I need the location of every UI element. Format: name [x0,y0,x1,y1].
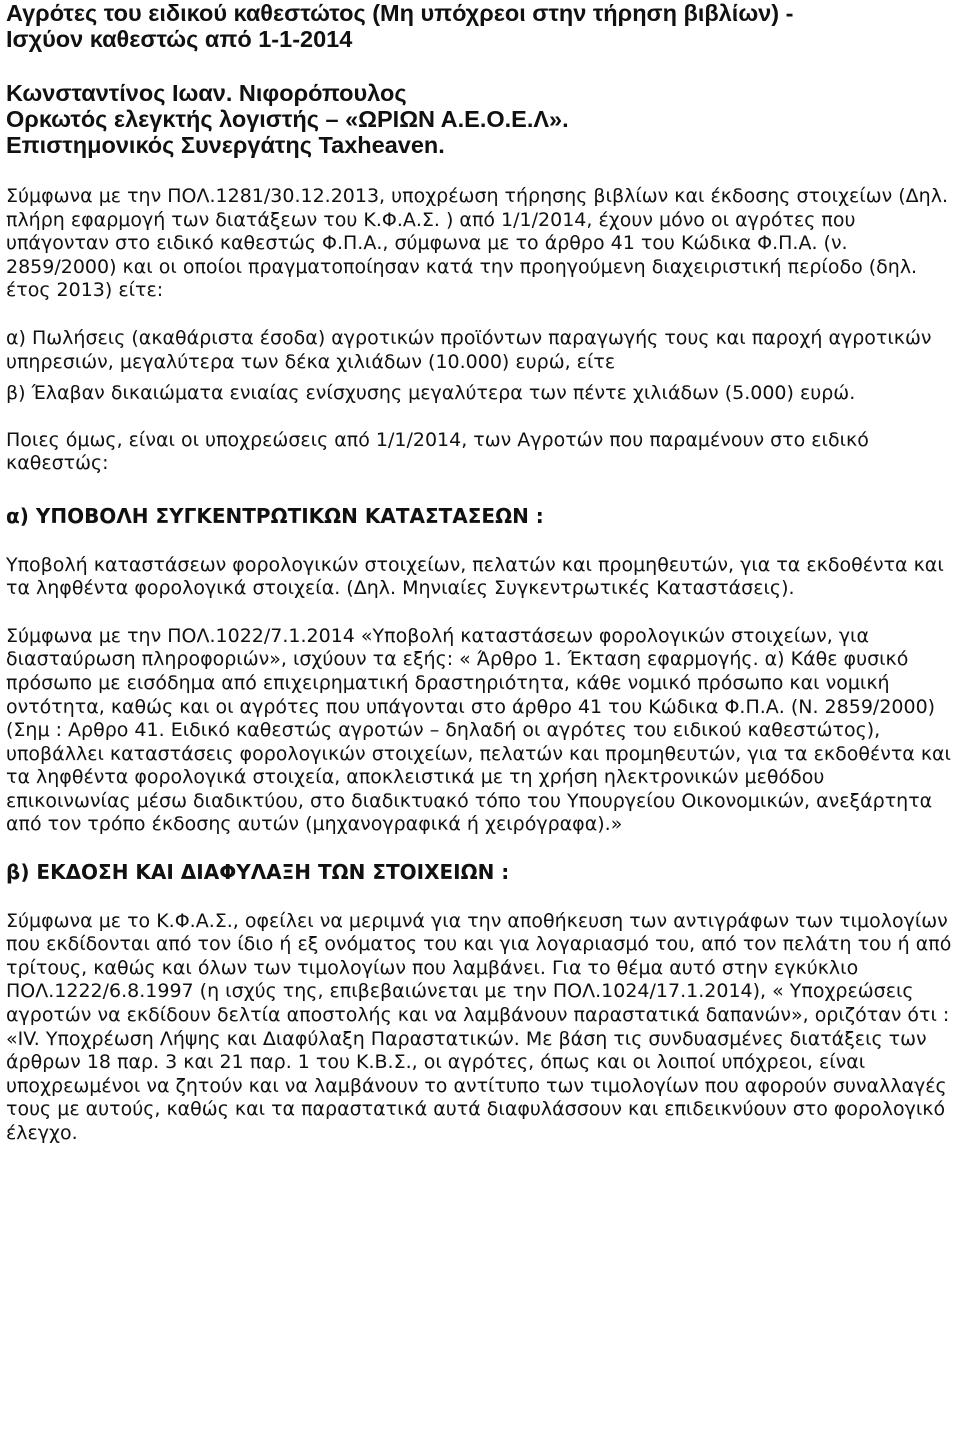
document-title [6,0,954,52]
condition-b-paragraph: β) Έλαβαν δικαιώματα ενιαίας ενίσχυσης μεγαλύτερα των πέντε χιλιάδων (5.000) ευρώ. [6,382,856,405]
section-heading-b: β) ΕΚΔΟΣΗ ΚΑΙ ΔΙΑΦΥΛΑΞΗ ΤΩΝ ΣΤΟΙΧΕΙΩΝ : [6,860,510,885]
intro-paragraph: Σύμφωνα με την ΠΟΛ.1281/30.12.2013, υποχρέωση τήρησης βιβλίων και έκδοσης στοιχείων (Δηλ. πλήρη εφαρμογή των διατάξεων του Κ.Φ.Α.Σ. ) από 1/1/2014, έχουν μόνο οι αγρότες που υπάγονταν στο ειδικό καθεστώς Φ.Π.Α., σύμφωνα με το άρθρο 41 του Κώδικα Φ.Π.Α. (ν. 2859/2000) και οι οποίοι πραγματοποίησαν κατά την προηγούμενη διαχειριστική περίοδο (δηλ. έτος 2013) είτε: [6,185,949,302]
condition-a-paragraph: α) Πωλήσεις (ακαθάριστα έσοδα) αγροτικών προϊόντων παραγωγής τους και παροχή αγροτικών υπηρεσιών, μεγαλύτερα των δέκα χιλιάδων (10.000) ευρώ, είτε [6,326,932,373]
author-name: Κωνσταντίνος Ιωαν. Νιφορόπουλος [6,80,407,106]
title-line-2: Ισχύον καθεστώς από 1-1-2014 [6,26,353,52]
kfas-paragraph: Σύμφωνα με το Κ.Φ.Α.Σ., οφείλει να μεριμνά για την αποθήκευση των αντιγράφων των τιμολογίων που εκδίδονται από τον ίδιο ή εξ ονόματος του και για λογαριασμό του, από τον πελάτη του ή από τρίτους, καθώς και όλων των τιμολογίων που λαμβάνει. Για το θέμα αυτό στην εγκύκλιο ΠΟΛ.1222/6.8.1997 (η ισχύς της, επιβεβαιώνεται με την ΠΟΛ.1024/17.1.2014), « Υποχρεώσεις αγροτών να εκδίδουν δελτία αποστολής και να λαμβάνουν παραστατικά δαπανών», οριζόταν ότι : «IV. Υποχρέωση Λήψης και Διαφύλαξη Παραστατικών. Με βάση τις συνδυασμένες διατάξεις των άρθρων 18 παρ. 3 και 21 παρ. 1 του Κ.Β.Σ., οι αγρότες, όπως και οι λοιποί υπόχρεοι, είναι υποχρεωμένοι να ζητούν και να λαμβάνουν το αντίτυπο των τιμολογίων που αφορούν συναλλαγές τους με αυτούς, καθώς και τα παραστατικά αυτά διαφυλάσσουν και επιδεικνύουν στο φορολογικό έλεγχο. [6,909,952,1144]
pol-1022-paragraph: Σύμφωνα με την ΠΟΛ.1022/7.1.2014 «Υποβολή καταστάσεων φορολογικών στοιχείων, για διασταύρωση πληροφοριών», ισχύουν τα εξής: « Άρθρο 1. Έκταση εφαρμογής. α) Κάθε φυσικό πρόσωπο με εισόδημα από επιχειρηματική δραστηριότητα, κάθε νομικό πρόσωπο και νομική οντότητα, καθώς και οι αγρότες που υπάγονται στο άρθρο 41 του Κώδικα Φ.Π.Α. (Ν. 2859/2000) (Σημ : Αρθρο 41. Ειδικό καθεστώς αγροτών – δηλαδή οι αγρότες του ειδικού καθεστώτος), υποβάλλει καταστάσεις φορολογικών στοιχείων, πελατών και προμηθευτών, για τα εκδοθέντα και τα ληφθέντα φορολογικά στοιχεία, αποκλειστικά με τη χρήση ηλεκτρονικών μεθόδου επικοινωνίας μέσω διαδικτύου, στο διαδικτυακό τόπο του Υπουργείου Οικονομικών, ανεξάρτητα από τον τρόπο έκδοσης αυτών (μηχανογραφικά ή χειρόγραφα).» [6,624,951,836]
section-heading-a: α) ΥΠΟΒΟΛΗ ΣΥΓΚΕΝΤΡΩΤΙΚΩΝ ΚΑΤΑΣΤΑΣΕΩΝ : [6,503,544,528]
author-affiliation: Επιστημονικός Συνεργάτης Taxheaven. [6,132,445,158]
author-role: Ορκωτός ελεγκτής λογιστής – «ΩΡΙΩΝ Α.Ε.Ο.Ε.Λ». [6,106,569,132]
title-line-1: Αγρότες του ειδικού καθεστώτος (Μη υπόχρεοι στην τήρηση βιβλίων) - [6,0,794,26]
obligations-question-paragraph: Ποιες όμως, είναι οι υποχρεώσεις από 1/1/2014, των Αγροτών που παραμένουν στο ειδικό καθεστώς: [6,428,869,475]
submission-paragraph: Υποβολή καταστάσεων φορολογικών στοιχείων, πελατών και προμηθευτών, για τα εκδοθέντα και τα ληφθέντα φορολογικά στοιχεία. (Δηλ. Μηνιαίες Συγκεντρωτικές Καταστάσεις). [6,553,944,600]
author-block [6,80,954,158]
